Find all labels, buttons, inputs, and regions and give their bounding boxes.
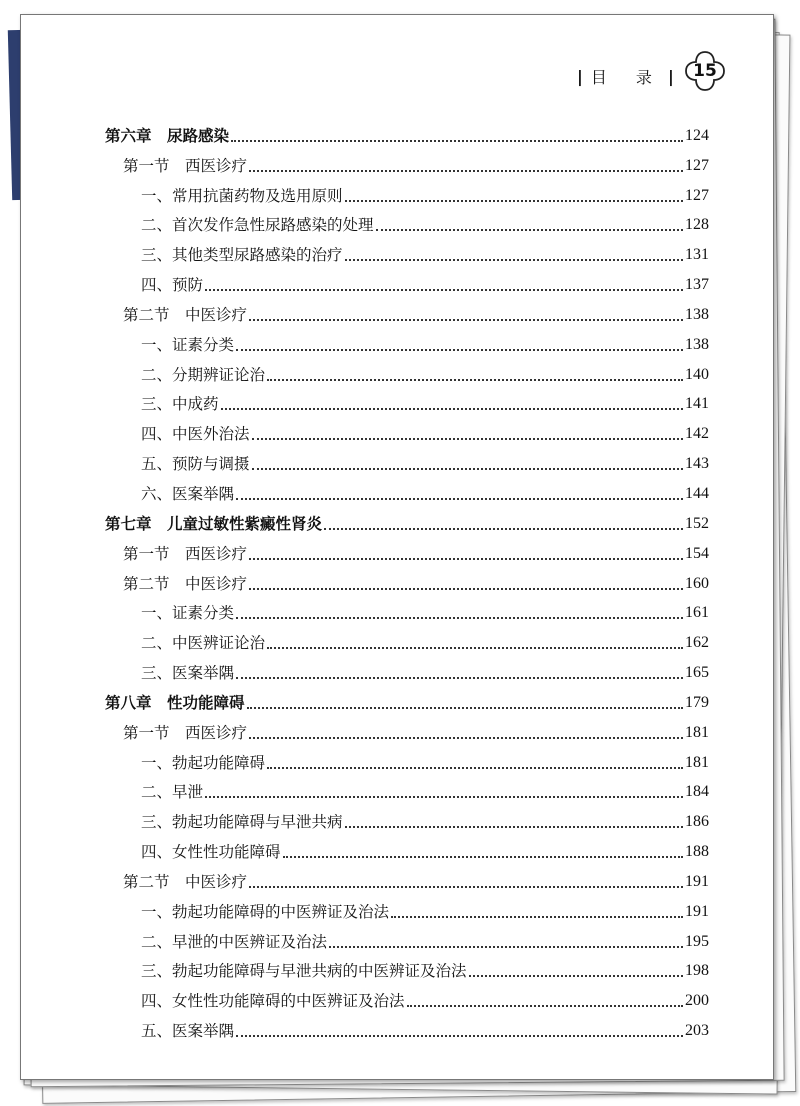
toc-entry-page: 142 bbox=[685, 425, 709, 443]
toc-entry-page: 131 bbox=[685, 246, 709, 264]
toc-entry-title: 五、医案举隅 bbox=[141, 1022, 235, 1041]
toc-entry-title: 第七章 儿童过敏性紫癜性肾炎 bbox=[105, 514, 323, 533]
toc-entry-page: 141 bbox=[685, 395, 709, 413]
dot-leader bbox=[236, 498, 683, 500]
toc-entry-page: 138 bbox=[685, 335, 709, 353]
toc-subsection-entry[interactable] bbox=[105, 832, 709, 862]
toc-section-entry[interactable] bbox=[105, 295, 709, 325]
toc-entry-title: 二、早泄 bbox=[141, 783, 204, 802]
toc-entry-title: 第一节 西医诊疗 bbox=[123, 156, 248, 175]
dot-leader bbox=[236, 349, 683, 351]
toc-entry-page: 165 bbox=[685, 664, 709, 682]
toc-entry-title: 第一节 西医诊疗 bbox=[123, 723, 248, 742]
toc-entry-title: 二、分期辨证论治 bbox=[141, 365, 266, 384]
toc-entry-page: 137 bbox=[685, 276, 709, 294]
toc-chapter-entry[interactable] bbox=[105, 683, 709, 713]
toc-entry-title: 三、医案举隅 bbox=[141, 664, 235, 683]
toc-entry-page: 181 bbox=[685, 723, 709, 741]
toc-entry-title: 第一节 西医诊疗 bbox=[123, 544, 248, 563]
toc-entry-page: 162 bbox=[685, 634, 709, 652]
toc-entry-title: 一、勃起功能障碍的中医辨证及治法 bbox=[141, 902, 390, 921]
dot-leader bbox=[249, 886, 683, 888]
dot-leader bbox=[329, 946, 683, 948]
page-number-badge bbox=[683, 49, 727, 93]
dot-leader bbox=[236, 617, 683, 619]
toc-entry-title: 二、中医辨证论治 bbox=[141, 634, 266, 653]
dot-leader bbox=[469, 975, 683, 977]
toc-section-entry[interactable] bbox=[105, 564, 709, 594]
toc-subsection-entry[interactable] bbox=[105, 594, 709, 624]
toc-subsection-entry[interactable] bbox=[105, 325, 709, 355]
dot-leader bbox=[252, 438, 683, 440]
toc-entry-title: 二、早泄的中医辨证及治法 bbox=[141, 932, 328, 951]
toc-entry-title: 四、预防 bbox=[141, 276, 204, 295]
toc-subsection-entry[interactable] bbox=[105, 981, 709, 1011]
toc-subsection-entry[interactable] bbox=[105, 235, 709, 265]
toc-subsection-entry[interactable] bbox=[105, 952, 709, 982]
toc-entry-title: 四、女性性功能障碍的中医辨证及治法 bbox=[141, 992, 405, 1011]
toc-entry-page: 138 bbox=[685, 305, 709, 323]
toc-subsection-entry[interactable] bbox=[105, 385, 709, 415]
toc-subsection-entry[interactable] bbox=[105, 176, 709, 206]
toc-entry-page: 127 bbox=[685, 186, 709, 204]
header-divider-left: | bbox=[577, 67, 583, 86]
toc-subsection-entry[interactable] bbox=[105, 355, 709, 385]
toc-entry-page: 160 bbox=[685, 574, 709, 592]
toc-subsection-entry[interactable] bbox=[105, 265, 709, 295]
toc-subsection-entry[interactable] bbox=[105, 623, 709, 653]
toc-entry-title: 第六章 尿路感染 bbox=[105, 126, 230, 145]
toc-entry-page: 195 bbox=[685, 932, 709, 950]
toc-entry-page: 181 bbox=[685, 753, 709, 771]
toc-subsection-entry[interactable] bbox=[105, 653, 709, 683]
toc-entry-page: 124 bbox=[685, 126, 709, 144]
toc-entry-title: 第八章 性功能障碍 bbox=[105, 693, 245, 712]
toc-entry-title: 六、医案举隅 bbox=[141, 484, 235, 503]
dot-leader bbox=[236, 677, 683, 679]
toc-entry-title: 三、勃起功能障碍与早泄共病 bbox=[141, 813, 343, 832]
toc-entry-title: 一、证素分类 bbox=[141, 604, 235, 623]
dot-leader bbox=[247, 707, 683, 709]
toc-section-entry[interactable] bbox=[105, 713, 709, 743]
toc-entry-page: 161 bbox=[685, 604, 709, 622]
toc-entry-page: 154 bbox=[685, 544, 709, 562]
dot-leader bbox=[249, 170, 683, 172]
toc-entry-title: 四、女性性功能障碍 bbox=[141, 843, 281, 862]
page-number: 15 bbox=[693, 61, 717, 81]
dot-leader bbox=[249, 737, 683, 739]
table-of-contents bbox=[105, 116, 709, 1041]
header-title: 目 录 bbox=[590, 68, 664, 87]
toc-entry-page: 152 bbox=[685, 514, 709, 532]
toc-subsection-entry[interactable] bbox=[105, 892, 709, 922]
dot-leader bbox=[267, 647, 683, 649]
toc-subsection-entry[interactable] bbox=[105, 444, 709, 474]
toc-entry-page: 186 bbox=[685, 813, 709, 831]
toc-entry-page: 143 bbox=[685, 455, 709, 473]
toc-entry-title: 五、预防与调摄 bbox=[141, 455, 250, 474]
toc-section-entry[interactable] bbox=[105, 146, 709, 176]
toc-entry-page: 200 bbox=[685, 992, 709, 1010]
dot-leader bbox=[231, 140, 683, 142]
toc-entry-page: 179 bbox=[685, 693, 709, 711]
dot-leader bbox=[345, 259, 683, 261]
toc-subsection-entry[interactable] bbox=[105, 922, 709, 952]
toc-entry-title: 三、中成药 bbox=[141, 395, 219, 414]
dot-leader bbox=[391, 916, 683, 918]
toc-section-entry[interactable] bbox=[105, 534, 709, 564]
dot-leader bbox=[376, 229, 683, 231]
toc-entry-page: 191 bbox=[685, 872, 709, 890]
dot-leader bbox=[345, 200, 683, 202]
dot-leader bbox=[236, 1035, 683, 1037]
dot-leader bbox=[221, 408, 683, 410]
toc-entry-title: 一、证素分类 bbox=[141, 335, 235, 354]
toc-section-entry[interactable] bbox=[105, 862, 709, 892]
dot-leader bbox=[249, 588, 683, 590]
toc-subsection-entry[interactable] bbox=[105, 743, 709, 773]
dot-leader bbox=[283, 856, 683, 858]
toc-entry-title: 二、首次发作急性尿路感染的处理 bbox=[141, 216, 374, 235]
toc-page bbox=[20, 14, 774, 1080]
toc-subsection-entry[interactable] bbox=[105, 206, 709, 236]
dot-leader bbox=[267, 767, 683, 769]
dot-leader bbox=[205, 796, 683, 798]
toc-subsection-entry[interactable] bbox=[105, 1011, 709, 1041]
toc-entry-title: 一、勃起功能障碍 bbox=[141, 753, 266, 772]
toc-entry-title: 第二节 中医诊疗 bbox=[123, 872, 248, 891]
toc-subsection-entry[interactable] bbox=[105, 802, 709, 832]
dot-leader bbox=[249, 558, 683, 560]
header-divider-right: | bbox=[667, 67, 674, 86]
toc-chapter-entry[interactable] bbox=[105, 116, 709, 146]
toc-entry-page: 140 bbox=[685, 365, 709, 383]
dot-leader bbox=[252, 468, 683, 470]
toc-entry-page: 191 bbox=[685, 902, 709, 920]
toc-subsection-entry[interactable] bbox=[105, 414, 709, 444]
toc-subsection-entry[interactable] bbox=[105, 773, 709, 803]
toc-entry-page: 203 bbox=[685, 1022, 709, 1040]
toc-entry-page: 144 bbox=[685, 484, 709, 502]
dot-leader bbox=[345, 826, 683, 828]
dot-leader bbox=[407, 1005, 683, 1007]
toc-entry-page: 127 bbox=[685, 156, 709, 174]
toc-entry-title: 第二节 中医诊疗 bbox=[123, 574, 248, 593]
toc-subsection-entry[interactable] bbox=[105, 474, 709, 504]
dot-leader bbox=[267, 379, 683, 381]
toc-chapter-entry[interactable] bbox=[105, 504, 709, 534]
dot-leader bbox=[324, 528, 683, 530]
dot-leader bbox=[205, 289, 683, 291]
toc-entry-page: 184 bbox=[685, 783, 709, 801]
toc-entry-title: 一、常用抗菌药物及选用原则 bbox=[141, 186, 343, 205]
toc-entry-page: 188 bbox=[685, 843, 709, 861]
dot-leader bbox=[249, 319, 683, 321]
toc-entry-page: 128 bbox=[685, 216, 709, 234]
toc-entry-title: 第二节 中医诊疗 bbox=[123, 305, 248, 324]
toc-entry-title: 四、中医外治法 bbox=[141, 425, 250, 444]
toc-entry-title: 三、其他类型尿路感染的治疗 bbox=[141, 246, 343, 265]
toc-entry-title: 三、勃起功能障碍与早泄共病的中医辨证及治法 bbox=[141, 962, 467, 981]
running-header bbox=[569, 65, 682, 88]
toc-entry-page: 198 bbox=[685, 962, 709, 980]
